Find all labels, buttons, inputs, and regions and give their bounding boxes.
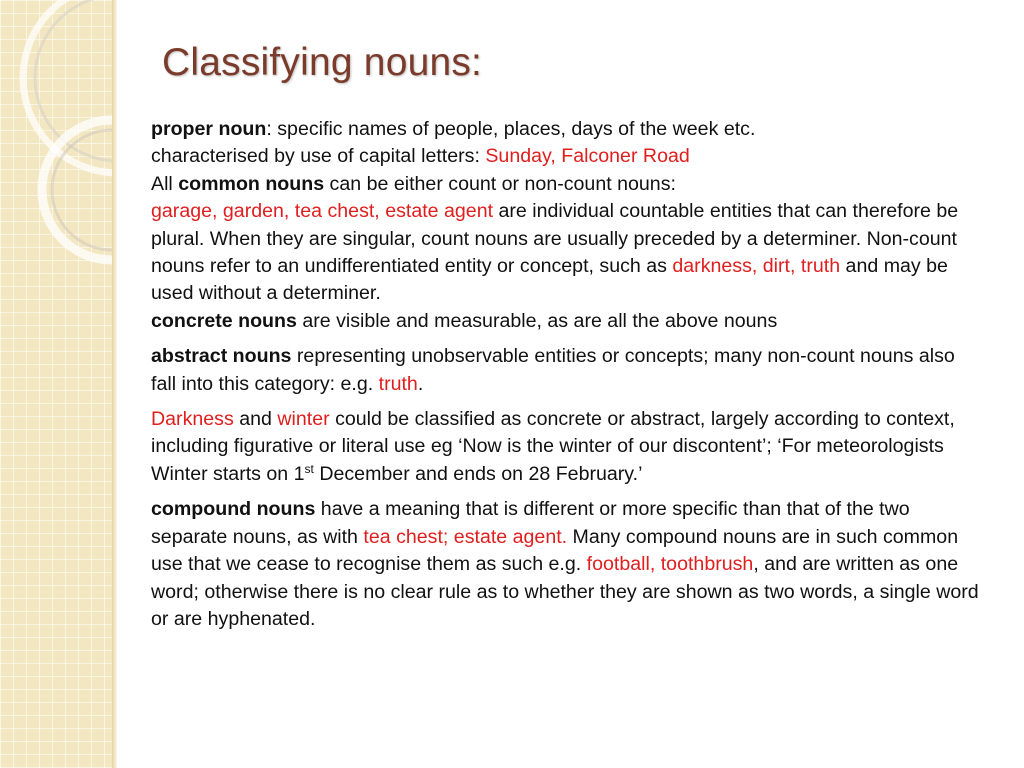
decorative-sidebar [0, 0, 112, 768]
text: can be either count or non-count nouns: [324, 172, 676, 195]
text: could be classified as concrete or abstract, largely according to context, including figurative or literal use eg ‘Now is the winter of our discontent’; ‘For meteorologists Winter starts on 1 [151, 408, 955, 485]
text: and [233, 408, 278, 431]
term-concrete-nouns: concrete nouns [151, 309, 297, 332]
text: characterised by use of capital letters: [151, 145, 486, 168]
term-proper-noun: proper noun [151, 118, 267, 140]
slide-body [151, 116, 981, 633]
paragraph-compound [151, 496, 981, 633]
text: December and ends on 28 February.’ [313, 462, 643, 485]
term-compound-nouns: compound nouns [151, 498, 316, 521]
term-abstract-nouns: abstract nouns [151, 345, 292, 368]
example-darkness: Darkness [151, 408, 234, 431]
paragraph-darkness-winter [151, 406, 981, 488]
example-abstract: truth [378, 372, 418, 395]
text: are visible and measurable, as are all the above nouns [296, 309, 778, 332]
term-common-nouns: common nouns [178, 172, 325, 195]
text: have a meaning that is different or more specific than that of the two separate nouns, as with [151, 498, 910, 548]
text: . [417, 372, 424, 395]
example-proper: Sunday, Falconer Road [485, 145, 690, 168]
text: and may be used without a determiner. [151, 255, 948, 305]
decorative-rings [0, 0, 112, 768]
slide-title: Classifying nouns: [162, 41, 483, 84]
example-compound: tea chest; estate agent. [363, 525, 568, 548]
text: Many compound nouns are in such common use that we cease to recognise them as such e.g. [151, 525, 959, 576]
example-compound-single: football, toothbrush [586, 553, 754, 576]
example-winter: winter [277, 408, 330, 431]
text: representing unobservable entities or concepts; many non-count nouns also fall into this category: e.g. [151, 345, 955, 395]
text: All [151, 172, 179, 195]
text: : specific names of people, places, days of the week etc. [266, 118, 756, 140]
example-count: garage, garden, tea chest, estate agent [151, 200, 494, 223]
sidebar-edge [112, 0, 117, 768]
text: are individual countable entities that can therefore be plural. When they are singular, count nouns are usually preceded by a determiner. Non-count nouns refer to an undifferentiated entity or concept, such as [151, 200, 959, 278]
superscript: st [304, 461, 314, 476]
example-noncount: darkness, dirt, truth [672, 255, 841, 278]
paragraph-proper-common [151, 116, 981, 335]
text: , and are written as one word; otherwise there is no clear rule as to whether they are shown as two words, a single word or are hyphenated. [151, 553, 979, 630]
paragraph-abstract [151, 343, 981, 398]
